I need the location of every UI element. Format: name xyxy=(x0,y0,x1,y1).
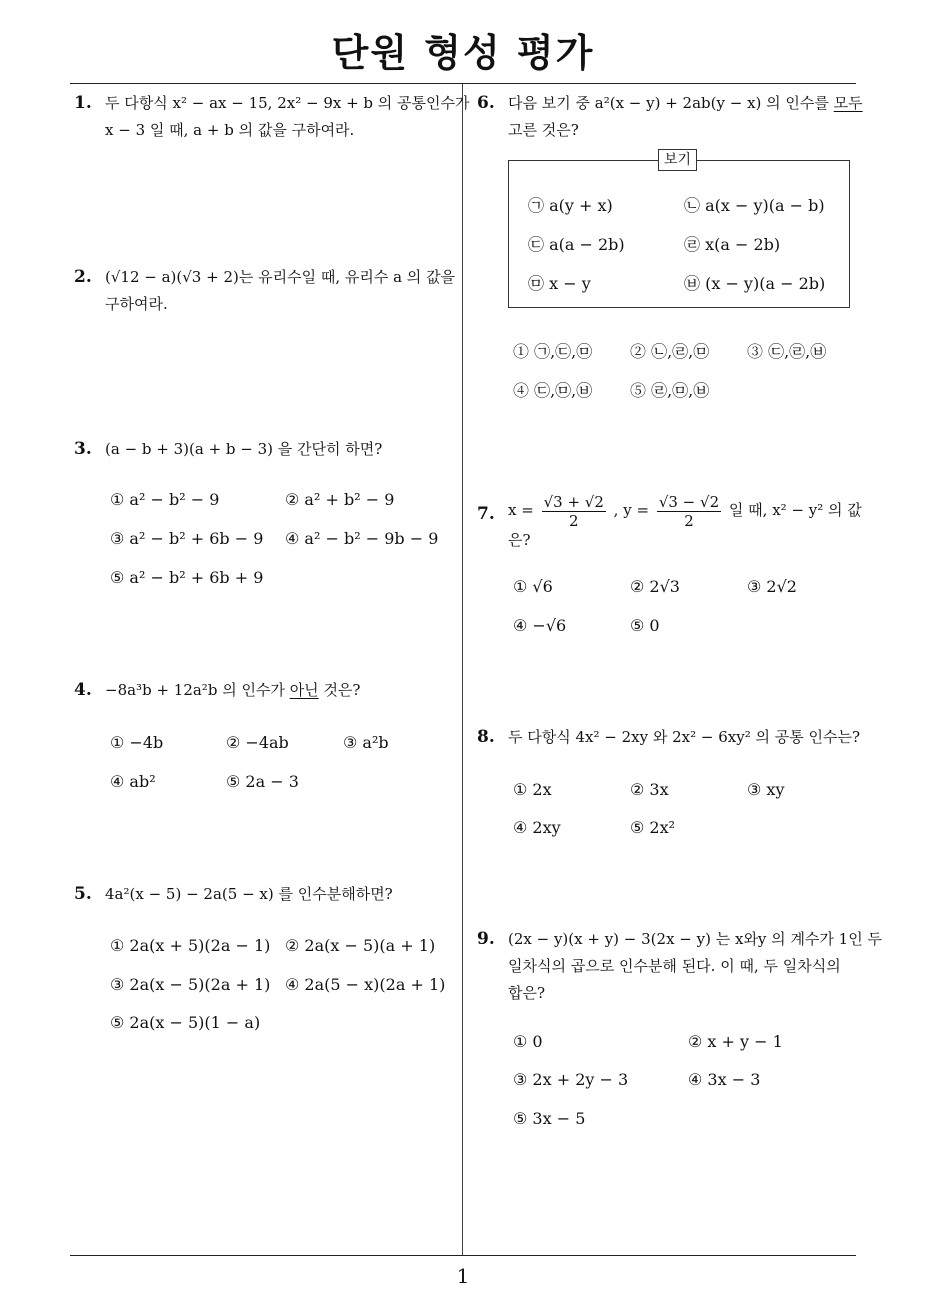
choice-4[interactable]: ④ a² − b² − 9b − 9 xyxy=(285,529,439,548)
question-number: 5. xyxy=(74,884,92,904)
choice-1[interactable]: ① a² − b² − 9 xyxy=(110,490,220,509)
fraction-x: $\frac{√3 + √2}{2}$ xyxy=(543,492,604,530)
question-text-line: x − 3 일 때, a + b 의 값을 구하여라. xyxy=(105,121,355,139)
choice-1[interactable]: ① 2x xyxy=(513,780,552,799)
question-number: 6. xyxy=(477,93,495,113)
question-text-line: (√12 − a)(√3 + 2)는 유리수일 때, 유리수 a 의 값을 xyxy=(105,268,456,286)
question-number: 7. xyxy=(477,504,495,524)
question-number: 3. xyxy=(74,439,92,459)
question-text-line: 두 다항식 4x² − 2xy 와 2x² − 6xy² 의 공통 인수는? xyxy=(508,728,861,746)
choice-1[interactable]: ① 0 xyxy=(513,1032,543,1051)
question-6 xyxy=(477,90,863,144)
question-text-line: 은? xyxy=(508,530,531,549)
question-3 xyxy=(74,436,382,463)
choice-1[interactable]: ① −4b xyxy=(110,733,164,752)
choice-5[interactable]: ⑤ 0 xyxy=(630,616,660,635)
choice-1[interactable]: ① ㉠,㉢,㉤ xyxy=(513,342,593,361)
choice-2[interactable]: ② 3x xyxy=(630,780,669,799)
choice-2[interactable]: ② 2√3 xyxy=(630,577,680,596)
choice-4[interactable]: ④ 2xy xyxy=(513,818,561,837)
choice-2[interactable]: ② x + y − 1 xyxy=(688,1032,783,1051)
bogi-item: ㉠ a(y + x) xyxy=(528,196,613,215)
choice-3[interactable]: ③ ㉢,㉣,㉥ xyxy=(747,342,827,361)
question-1 xyxy=(74,90,470,144)
bogi-label: 보기 xyxy=(658,149,697,171)
bogi-item: ㉢ a(a − 2b) xyxy=(528,235,625,254)
question-text-line: (a − b + 3)(a + b − 3) 을 간단히 하면? xyxy=(105,440,383,458)
page-number: 1 xyxy=(456,1264,470,1288)
choice-1[interactable]: ① 2a(x + 5)(2a − 1) xyxy=(110,936,271,955)
choice-3[interactable]: ③ 2x + 2y − 3 xyxy=(513,1070,629,1089)
choice-4[interactable]: ④ ㉢,㉤,㉥ xyxy=(513,381,593,400)
question-number: 2. xyxy=(74,267,92,287)
question-text-line: 합은? xyxy=(508,984,546,1002)
question-text-line: 고른 것은? xyxy=(508,121,579,139)
page-title: 단원 형성 평가 xyxy=(331,31,595,75)
choice-4[interactable]: ④ 3x − 3 xyxy=(688,1070,761,1089)
underlined-keyword: 아닌 xyxy=(289,681,319,699)
top-rule xyxy=(70,83,856,84)
question-number: 8. xyxy=(477,727,495,747)
choice-5[interactable]: ⑤ 3x − 5 xyxy=(513,1109,586,1128)
question-text-line: 다음 보기 중 a²(x − y) + 2ab(y − x) 의 인수를 모두 xyxy=(508,94,863,112)
question-text-line: −8a³b + 12a²b 의 인수가 아닌 것은? xyxy=(105,681,361,699)
choice-3[interactable]: ③ a² − b² + 6b − 9 xyxy=(110,529,264,548)
fraction-y: $\frac{√3 - √2}{2}$ xyxy=(658,492,720,530)
bogi-item: ㉣ x(a − 2b) xyxy=(684,235,781,254)
choice-5[interactable]: ⑤ ㉣,㉤,㉥ xyxy=(630,381,710,400)
underlined-keyword: 모두 xyxy=(833,94,863,112)
question-text-line: 두 다항식 x² − ax − 15, 2x² − 9x + b 의 공통인수가 xyxy=(105,94,470,112)
choice-3[interactable]: ③ xy xyxy=(747,780,785,799)
bogi-item: ㉡ a(x − y)(a − b) xyxy=(684,196,825,215)
question-text-line: 일차식의 곱으로 인수분해 된다. 이 때, 두 일차식의 xyxy=(508,957,841,975)
question-5 xyxy=(74,881,393,908)
column-divider xyxy=(462,84,463,1255)
choice-2[interactable]: ② ㉡,㉣,㉤ xyxy=(630,342,710,361)
bogi-item: ㉥ (x − y)(a − 2b) xyxy=(684,274,826,293)
choice-3[interactable]: ③ a²b xyxy=(343,733,389,752)
question-8 xyxy=(477,724,860,751)
choice-4[interactable]: ④ 2a(5 − x)(2a + 1) xyxy=(285,975,446,994)
choice-2[interactable]: ② a² + b² − 9 xyxy=(285,490,395,509)
choice-4[interactable]: ④ −√6 xyxy=(513,616,567,635)
question-number: 9. xyxy=(477,929,495,949)
question-text-line: 구하여라. xyxy=(105,295,168,313)
bottom-rule xyxy=(70,1255,856,1256)
choice-2[interactable]: ② 2a(x − 5)(a + 1) xyxy=(285,936,436,955)
choice-5[interactable]: ⑤ 2a − 3 xyxy=(226,772,299,791)
choice-2[interactable]: ② −4ab xyxy=(226,733,289,752)
question-4 xyxy=(74,677,360,704)
question-text-line: 4a²(x − 5) − 2a(5 − x) 를 인수분해하면? xyxy=(105,885,393,903)
choice-1[interactable]: ① √6 xyxy=(513,577,553,596)
choice-5[interactable]: ⑤ 2x² xyxy=(630,818,676,837)
question-9 xyxy=(477,926,882,1007)
question-text-line: (2x − y)(x + y) − 3(2x − y) 는 x와y 의 계수가 1인 두 xyxy=(508,930,882,948)
choice-5[interactable]: ⑤ 2a(x − 5)(1 − a) xyxy=(110,1013,261,1032)
choice-4[interactable]: ④ ab² xyxy=(110,772,156,791)
question-number: 4. xyxy=(74,680,92,700)
question-number: 1. xyxy=(74,93,92,113)
question-2 xyxy=(74,264,455,318)
choice-3[interactable]: ③ 2a(x − 5)(2a + 1) xyxy=(110,975,271,994)
bogi-item: ㉤ x − y xyxy=(528,274,591,293)
question-text-line: x = $\frac{√3 + √2}{2}$ , y = $\frac{√3 - √2}{2}$ 일 때, x² − y² 의 값 xyxy=(508,492,862,530)
choice-5[interactable]: ⑤ a² − b² + 6b + 9 xyxy=(110,568,264,587)
choice-3[interactable]: ③ 2√2 xyxy=(747,577,797,596)
question-7 xyxy=(477,492,862,550)
